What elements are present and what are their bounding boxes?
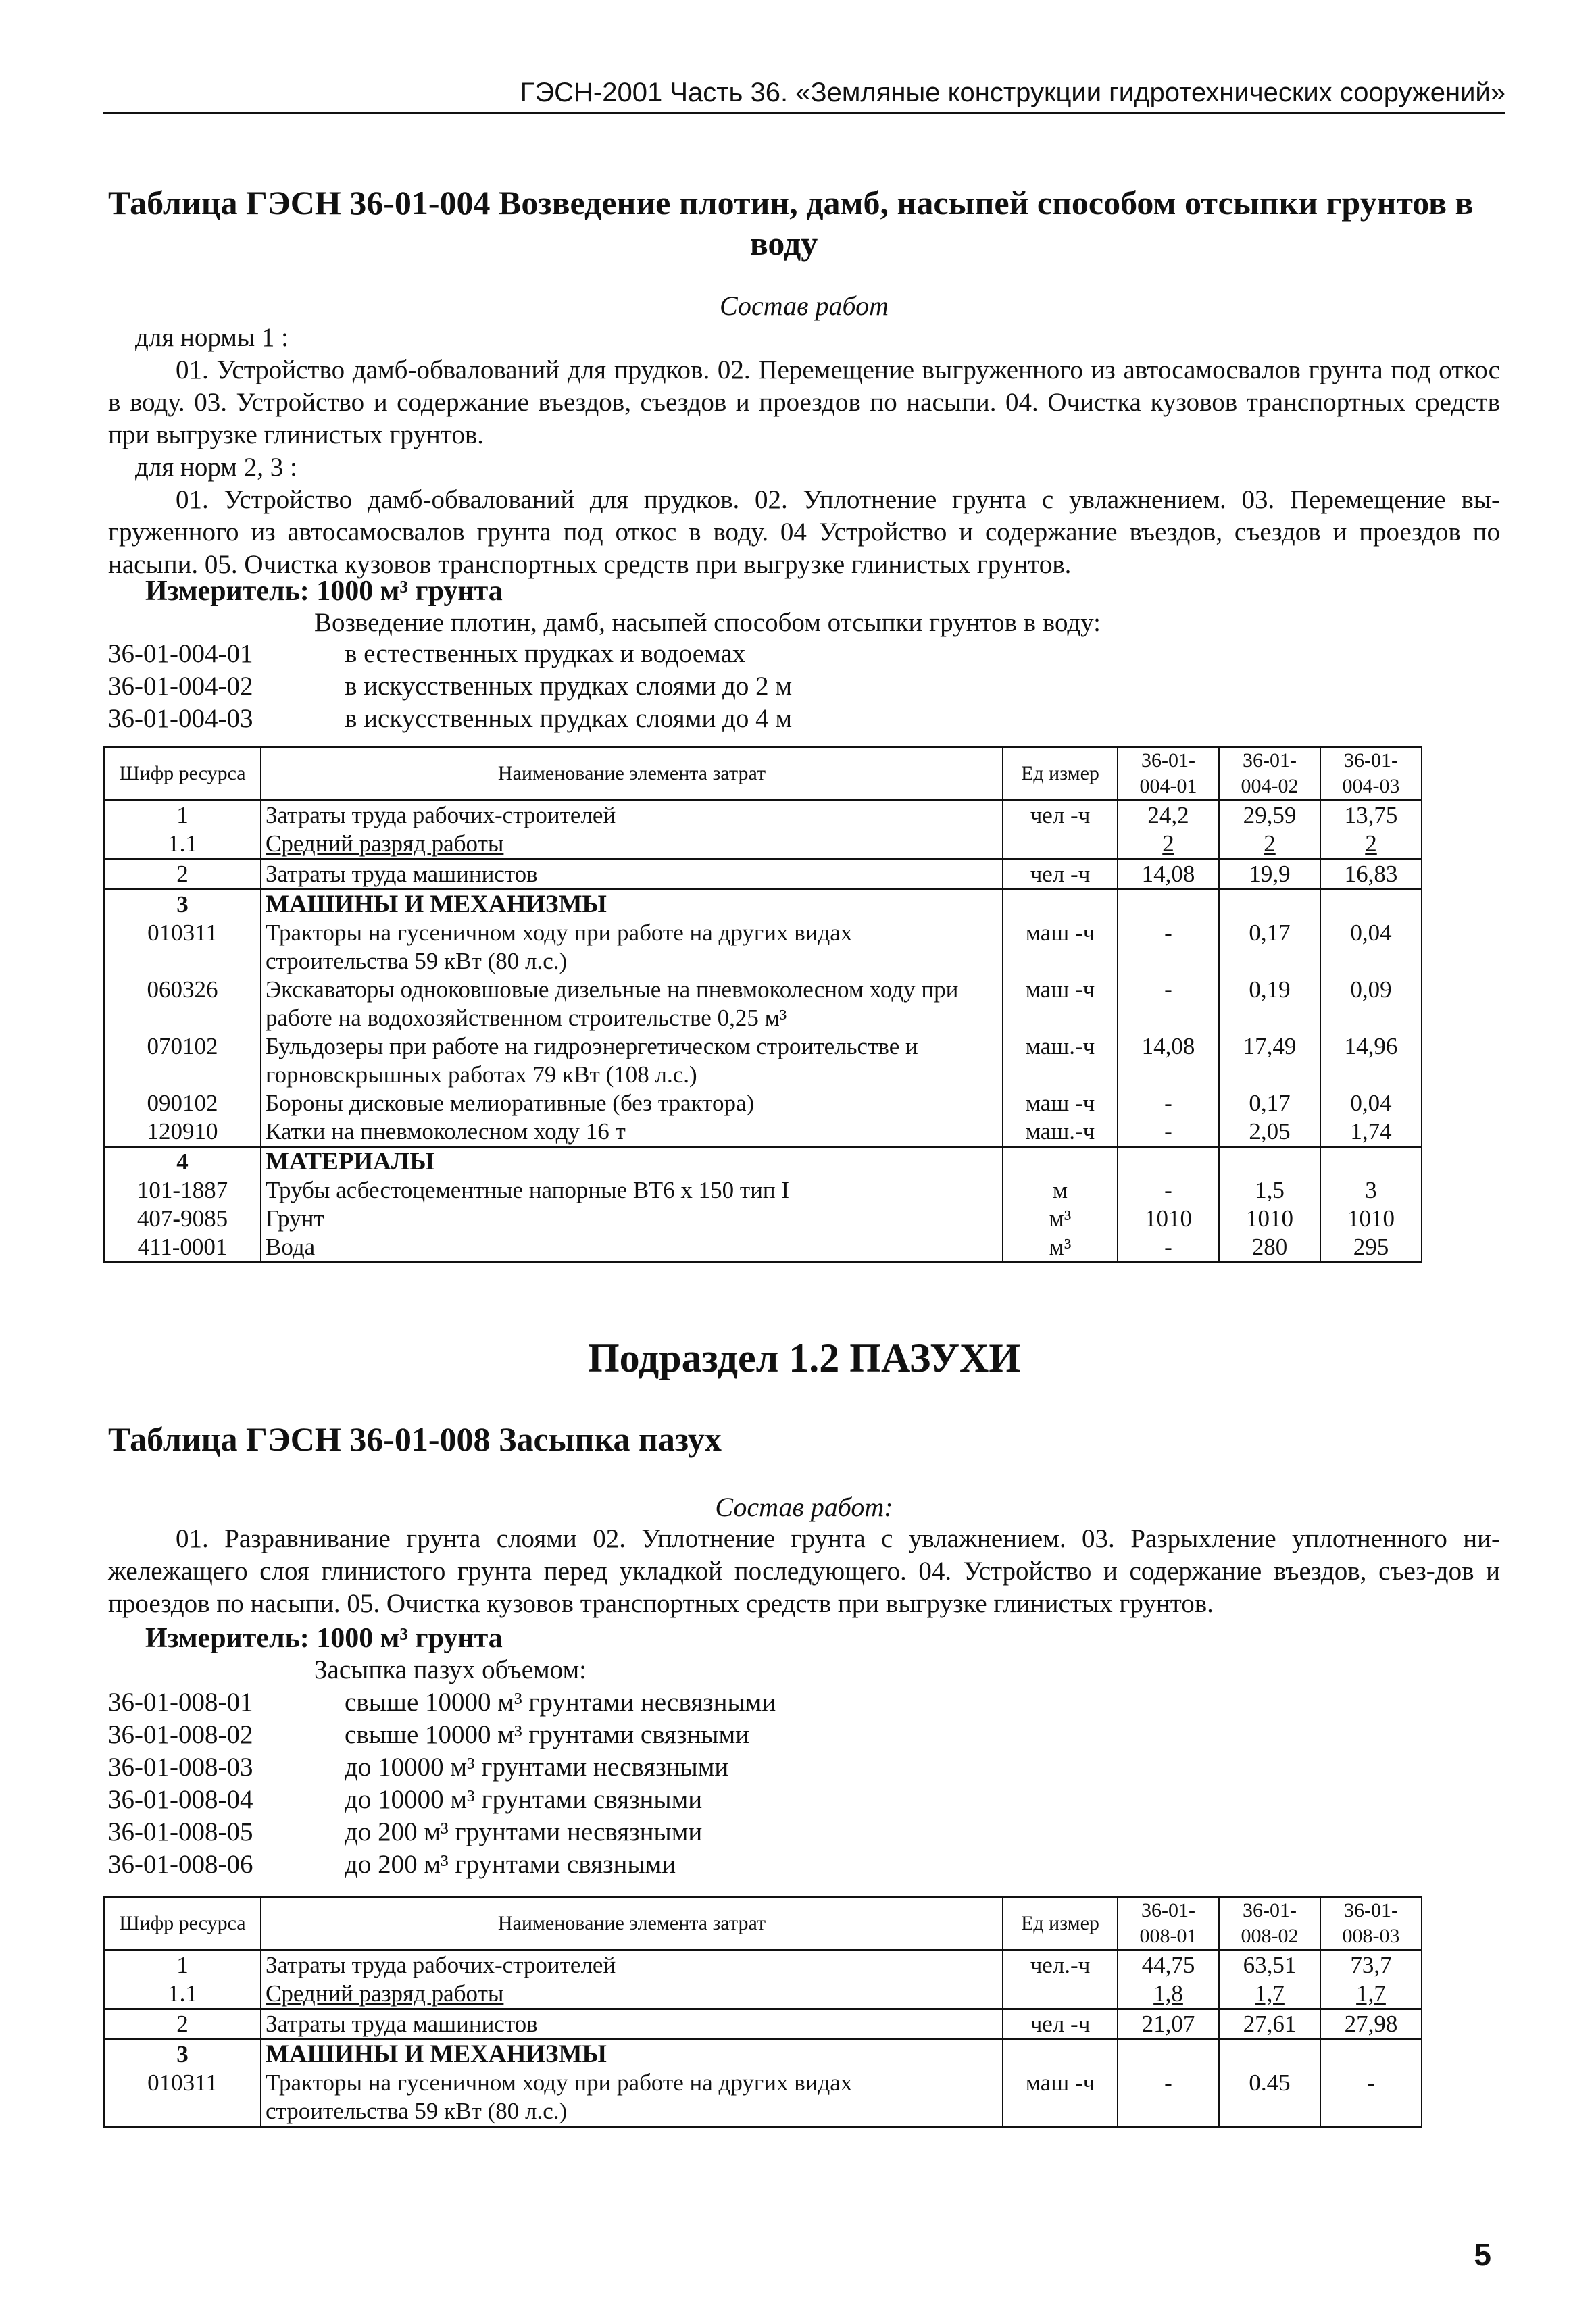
table-row [104,1176,1422,1205]
cell-unit: маш -ч [1003,976,1118,1032]
col-header-norm3: 36-01- 004-03 [1320,747,1422,801]
table1-caption: Возведение плотин, дамб, насыпей способом отсыпки грунтов в воду: [314,608,1101,637]
running-header: ГЭСН-2001 Часть 36. «Земляные конструкции гидротехнических сооружений» [520,78,1505,107]
norm-code-row [108,1686,776,1719]
cell-code: 120910 [104,1117,261,1147]
table-row [104,1205,1422,1233]
col-header-norm3: 36-01- 008-03 [1320,1897,1422,1951]
norm-code: 36-01-008-06 [108,1850,253,1879]
norm-desc: в искусственных прудках слоями до 4 м [345,704,793,733]
measurer-label: Измеритель: [145,1623,309,1654]
cell-unit: маш -ч [1003,2069,1118,2127]
cell-value: - [1118,1089,1219,1117]
cell-name: Тракторы на гусеничном ходу при работе на других видах строительства 59 кВт (80 л.с.) [261,919,1003,976]
table2-text: 01. Разравнивание грунта слоями 02. Уплотнение грунта с увлажнением. 03. Разрыхление уплотненного ни-жележащего слоя глинистого грунта перед укладкой последующего. 04. Устройство и содержание въездов, съез-дов и проездов по насыпи. 05. Очистка кузовов транспортных средств при выгрузке глинистых грунтов. [108,1524,1500,1618]
table-row [104,1089,1422,1117]
cell-value [1118,890,1219,920]
text-norm23: 01. Устройство дамб-обвалований для прудков. 02. Уплотнение грунта с увлажнением. 03. Перемещение вы-груженного из автосамосвалов грунта под откос в воду. 04 Устройство и содержание въездов, съездов и проездов по насыпи. 05. Очистка кузовов транспортных средств при выгрузке глинистых грунтов. [108,485,1500,579]
norm-code-row [108,1784,776,1816]
cell-value: 0,17 [1219,919,1320,976]
cell-code: 060326 [104,976,261,1032]
table1-measurer [145,574,503,608]
cell-value: 1,74 [1320,1117,1422,1147]
cell-name: Тракторы на гусеничном ходу при работе на других видах строительства 59 кВт (80 л.с.) [261,2069,1003,2127]
cell-unit: чел -ч [1003,859,1118,890]
table-row [104,919,1422,976]
norm-desc: до 10000 м³ грунтами несвязными [345,1753,729,1782]
cell-unit [1003,830,1118,859]
col-header-unit: Ед измер [1003,747,1118,801]
cell-code: 090102 [104,1089,261,1117]
cell-unit: маш -ч [1003,919,1118,976]
cell-name: Вода [261,1233,1003,1263]
table1-title-line2: воду [749,224,818,262]
col-header-unit: Ед измер [1003,1897,1118,1951]
cell-name: Грунт [261,1205,1003,1233]
cell-code: 010311 [104,2069,261,2127]
cell-value: 1,5 [1219,1176,1320,1205]
measurer-value: 1000 м³ грунта [316,576,503,607]
cell-name: Средний разряд работы [261,830,1003,859]
cell-name: Затраты труда машинистов [261,859,1003,890]
cell-code: 3 [104,2040,261,2069]
norm-code: 36-01-004-03 [108,704,253,733]
norm-desc: до 200 м³ грунтами связными [345,1850,676,1879]
cell-value: 63,51 [1219,1951,1320,1980]
cell-value: 2 [1118,830,1219,859]
cell-value: 0,04 [1320,1089,1422,1117]
col-header-norm2: 36-01- 004-02 [1219,747,1320,801]
table1-title [108,182,1500,263]
norm-code: 36-01-008-03 [108,1753,253,1782]
cell-unit: маш -ч [1003,1089,1118,1117]
cell-value: 1,7 [1219,1980,1320,2009]
norm-desc: свыше 10000 м³ грунтами связными [345,1720,750,1749]
table2-sostav-heading: Состав работ: [715,1492,893,1522]
cell-code: 3 [104,890,261,920]
cell-value: 19,9 [1219,859,1320,890]
cell-value: 280 [1219,1233,1320,1263]
norm-code-row [108,1816,776,1848]
cell-unit: маш.-ч [1003,1032,1118,1089]
cell-code: 2 [104,2009,261,2040]
cell-unit [1003,1980,1118,2009]
cell-name: МАШИНЫ И МЕХАНИЗМЫ [261,890,1003,920]
text-norm1: 01. Устройство дамб-обвалований для прудков. 02. Перемещение выгруженного из автосамосвалов грунта под откос в воду. 03. Устройство и содержание въездов, съездов и проездов по насыпи. 04. Очистка кузовов транспортных средств при выгрузке глинистых грунтов. [108,355,1500,449]
table-row [104,1147,1422,1177]
cell-code: 101-1887 [104,1176,261,1205]
cell-name: Трубы асбестоцементные напорные ВТ6 х 150 тип I [261,1176,1003,1205]
table2-measurer [145,1621,503,1655]
norm-code-row [108,670,792,703]
table2-resources [103,1896,1422,2128]
subsection-heading: Подраздел 1.2 ПАЗУХИ [587,1336,1021,1380]
cell-unit: чел -ч [1003,801,1118,830]
cell-code: 1.1 [104,1980,261,2009]
norm-desc: в искусственных прудках слоями до 2 м [345,672,793,701]
cell-value: 14,96 [1320,1032,1422,1089]
cell-unit: чел -ч [1003,2009,1118,2040]
table1-norm-codes [108,638,792,735]
cell-value: 21,07 [1118,2009,1219,2040]
table-row [104,801,1422,830]
cell-value: - [1118,1233,1219,1263]
norm-code-row [108,638,792,670]
table-row [104,859,1422,890]
cell-code: 070102 [104,1032,261,1089]
header-rule [103,112,1505,114]
col-header-name: Наименование элемента затрат [261,1897,1003,1951]
cell-name: Средний разряд работы [261,1980,1003,2009]
cell-value: 0,04 [1320,919,1422,976]
col-header-code: Шифр ресурса [104,1897,261,1951]
cell-unit: чел.-ч [1003,1951,1118,1980]
cell-value [1219,1147,1320,1177]
cell-name: МАТЕРИАЛЫ [261,1147,1003,1177]
norm-desc: до 10000 м³ грунтами связными [345,1785,703,1814]
cell-value: 0,17 [1219,1089,1320,1117]
cell-value: 44,75 [1118,1951,1219,1980]
cell-value: 1,7 [1320,1980,1422,2009]
cell-value: - [1118,976,1219,1032]
cell-value: - [1118,1117,1219,1147]
table-row [104,1980,1422,2009]
cell-value: 2,05 [1219,1117,1320,1147]
page-number: 5 [1474,2237,1491,2272]
cell-value: - [1118,1176,1219,1205]
cell-value [1320,2040,1422,2069]
norm-code-row [108,1751,776,1784]
norm-code: 36-01-008-04 [108,1785,253,1814]
cell-unit [1003,2040,1118,2069]
cell-value: 14,08 [1118,1032,1219,1089]
norm-code-row [108,1719,776,1751]
cell-value: 27,61 [1219,2009,1320,2040]
cell-code: 1.1 [104,830,261,859]
norm-desc: в естественных прудках и водоемах [345,639,746,668]
cell-name: Затраты труда рабочих-строителей [261,801,1003,830]
norm-desc: до 200 м³ грунтами несвязными [345,1817,703,1846]
cell-value: - [1118,2069,1219,2127]
cell-name: МАШИНЫ И МЕХАНИЗМЫ [261,2040,1003,2069]
cell-name: Бороны дисковые мелиоративные (без трактора) [261,1089,1003,1117]
cell-name: Экскаваторы одноковшовые дизельные на пневмоколесном ходу при работе на водохозяйственном строительстве 0,25 м³ [261,976,1003,1032]
cell-value [1118,1147,1219,1177]
table1-sostav-heading: Состав работ [720,291,889,321]
measurer-value: 1000 м³ грунта [316,1623,503,1654]
cell-value: 24,2 [1118,801,1219,830]
norm-code: 36-01-004-02 [108,672,253,701]
table-header-row [104,1897,1422,1951]
norm-desc: свыше 10000 м³ грунтами несвязными [345,1688,776,1717]
cell-value: 1010 [1219,1205,1320,1233]
cell-unit: м³ [1003,1233,1118,1263]
norm-code-row [108,703,792,735]
table-row [104,830,1422,859]
cell-code: 4 [104,1147,261,1177]
cell-value: - [1118,919,1219,976]
cell-code: 407-9085 [104,1205,261,1233]
norm-code-row [108,1848,776,1881]
table1-title-line1: Таблица ГЭСН 36-01-004 Возведение плотин, дамб, насыпей способом отсыпки грунтов в [108,184,1474,222]
table2-caption: Засыпка пазух объемом: [314,1655,587,1684]
cell-code: 2 [104,859,261,890]
cell-unit: м³ [1003,1205,1118,1233]
cell-value: 2 [1320,830,1422,859]
cell-unit [1003,1147,1118,1177]
cell-code: 1 [104,1951,261,1980]
cell-value: 2 [1219,830,1320,859]
table1-work-description [108,322,1500,581]
cell-unit: маш.-ч [1003,1117,1118,1147]
cell-value [1320,890,1422,920]
table-row [104,1951,1422,1980]
cell-name: Бульдозеры при работе на гидроэнергетическом строительстве и горновскрышных работах 79 кВт (108 л.с.) [261,1032,1003,1089]
table-row [104,976,1422,1032]
cell-value: 0,09 [1320,976,1422,1032]
cell-value [1118,2040,1219,2069]
cell-value: 16,83 [1320,859,1422,890]
cell-value [1219,2040,1320,2069]
cell-value: 27,98 [1320,2009,1422,2040]
col-header-code: Шифр ресурса [104,747,261,801]
table2-norm-codes [108,1686,776,1881]
col-header-norm2: 36-01- 008-02 [1219,1897,1320,1951]
cell-value [1320,1147,1422,1177]
cell-value: 17,49 [1219,1032,1320,1089]
table-row [104,1032,1422,1089]
cell-code: 1 [104,801,261,830]
cell-name: Затраты труда машинистов [261,2009,1003,2040]
norm-code: 36-01-008-02 [108,1720,253,1749]
cell-value: 295 [1320,1233,1422,1263]
cell-value: 3 [1320,1176,1422,1205]
cell-value: 1010 [1320,1205,1422,1233]
norm-code: 36-01-008-01 [108,1688,253,1717]
table-row [104,1117,1422,1147]
col-header-norm1: 36-01- 008-01 [1118,1897,1219,1951]
label-norm1: для нормы 1 : [135,323,289,352]
norm-code: 36-01-008-05 [108,1817,253,1846]
cell-name: Затраты труда рабочих-строителей [261,1951,1003,1980]
table1-resources [103,746,1422,1263]
cell-unit: м [1003,1176,1118,1205]
cell-value: 0,19 [1219,976,1320,1032]
cell-value: 29,59 [1219,801,1320,830]
cell-value [1219,890,1320,920]
col-header-norm1: 36-01- 004-01 [1118,747,1219,801]
cell-unit [1003,890,1118,920]
cell-name: Катки на пневмоколесном ходу 16 т [261,1117,1003,1147]
table2-title: Таблица ГЭСН 36-01-008 Засыпка пазух [108,1420,722,1458]
table-row [104,2009,1422,2040]
table-row [104,890,1422,920]
label-norm23: для норм 2, 3 : [135,453,297,482]
table-row [104,1233,1422,1263]
norm-code: 36-01-004-01 [108,639,253,668]
table-row [104,2040,1422,2069]
cell-code: 411-0001 [104,1233,261,1263]
cell-value: 0.45 [1219,2069,1320,2127]
cell-value: 73,7 [1320,1951,1422,1980]
cell-value: 13,75 [1320,801,1422,830]
table-row [104,2069,1422,2127]
cell-code: 010311 [104,919,261,976]
cell-value: - [1320,2069,1422,2127]
table-header-row [104,747,1422,801]
col-header-name: Наименование элемента затрат [261,747,1003,801]
cell-value: 1010 [1118,1205,1219,1233]
measurer-label: Измеритель: [145,576,309,607]
cell-value: 14,08 [1118,859,1219,890]
table2-work-description [108,1523,1500,1620]
cell-value: 1,8 [1118,1980,1219,2009]
